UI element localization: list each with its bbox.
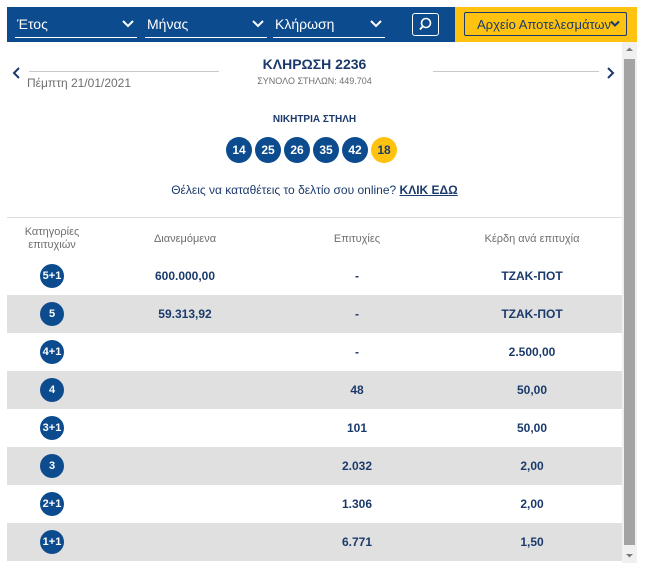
scrollbar-thumb[interactable] [624,59,635,545]
header-winners: Επιτυχίες [333,233,381,245]
winners-cell: 48 [350,383,364,397]
category-badge: 3 [40,454,64,478]
winning-number-ball: 42 [342,137,368,163]
table-row [7,523,622,561]
table-row [7,485,622,523]
header-categories-line2: επιτυχιών [28,239,76,251]
draw-title: ΚΛΗΡΩΣΗ 2236 [262,56,367,72]
prize-cell: 2.500,00 [508,345,556,359]
category-badge: 4+1 [40,340,64,364]
scroll-up-arrow-icon[interactable] [622,42,637,57]
winners-cell: - [355,345,359,359]
table-row [7,333,622,371]
prize-cell: 50,00 [516,383,548,397]
distributed-cell: 59.313,92 [158,307,212,321]
header-distributed: Διανεμόμενα [153,233,217,245]
category-badge: 5 [40,302,64,326]
winning-column-label: ΝΙΚΗΤΡΙΑ ΣΤΗΛΗ [272,114,357,125]
draw-dropdown-label: Κλήρωση [275,16,335,32]
category-badge: 1+1 [40,530,64,554]
online-promo [7,183,622,197]
winners-cell: 2.032 [341,459,373,473]
joker-number-ball: 18 [371,137,397,163]
chevron-down-icon [609,18,621,30]
winners-cell: - [355,269,359,283]
chevron-down-icon [369,17,383,31]
distributed-cell: 600.000,00 [154,269,216,283]
year-dropdown[interactable] [15,14,137,38]
draw-dropdown[interactable] [273,14,385,38]
table-row [7,409,622,447]
winners-cell: - [355,307,359,321]
total-columns: ΣΥΝΟΛΟ ΣΤΗΛΩΝ: 449.704 [257,76,372,86]
chevron-down-icon [121,17,135,31]
search-icon [413,14,438,35]
chevron-down-icon [251,17,265,31]
draw-date: Πέμπτη 21/01/2021 [27,76,132,90]
click-here-link[interactable]: ΚΛΙΚ ΕΔΩ [399,183,458,197]
category-badge: 2+1 [40,492,64,516]
month-dropdown[interactable] [145,14,267,38]
table-row [7,257,622,295]
scroll-down-arrow-icon[interactable] [622,548,637,563]
prize-cell: 50,00 [516,421,548,435]
results-content [7,42,622,563]
category-badge: 4 [40,378,64,402]
year-dropdown-label: Έτος [17,16,48,32]
table-row [7,295,622,333]
prize-cell: 2,00 [520,497,544,511]
winning-number-ball: 25 [255,137,281,163]
header-categories-line1: Κατηγορίες [24,226,80,238]
prize-cell: ΤΖΑΚ-ΠΟΤ [501,269,563,283]
archive-results-label: Αρχείο Αποτελεσμάτων [477,17,612,32]
table-row [7,447,622,485]
winning-number-ball: 35 [313,137,339,163]
header-prize-per-winner: Κέρδη ανά επιτυχία [484,233,580,245]
winners-cell: 6.771 [341,535,373,549]
winners-cell: 1.306 [341,497,373,511]
winning-number-ball: 14 [226,137,252,163]
prize-cell: ΤΖΑΚ-ΠΟΤ [501,307,563,321]
winners-cell: 101 [346,421,368,435]
header-categories [19,226,85,252]
search-button[interactable] [412,13,439,36]
table-row [7,371,622,409]
archive-panel [455,7,637,42]
winning-number-ball: 26 [284,137,310,163]
category-badge: 3+1 [40,416,64,440]
online-promo-text: Θέλεις να καταθέτεις το δελτίο σου online? [171,183,397,197]
prize-cell: 1,50 [520,535,544,549]
archive-results-dropdown[interactable] [464,12,627,36]
vertical-scrollbar[interactable] [622,42,637,563]
category-badge: 5+1 [40,264,64,288]
prize-cell: 2,00 [520,459,544,473]
month-dropdown-label: Μήνας [147,16,189,32]
filter-bar [7,7,637,42]
prize-table-header [7,217,622,257]
